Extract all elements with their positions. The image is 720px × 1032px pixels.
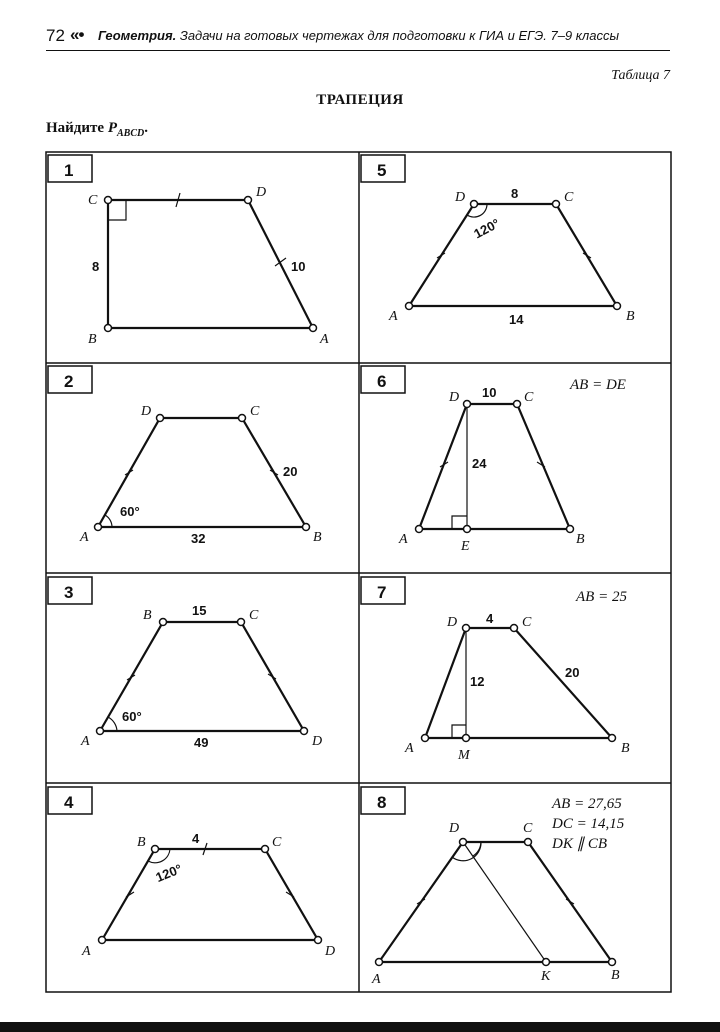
trapezoid-1 — [108, 200, 313, 328]
angle-value: 120° — [471, 215, 503, 242]
vertex-label: A — [82, 944, 91, 959]
side-value: 8 — [511, 186, 519, 201]
chapter-marker: «• — [70, 25, 84, 44]
vertex-label: B — [313, 530, 322, 545]
vertex-label: A — [405, 741, 414, 756]
page-number: 72 — [46, 26, 65, 45]
vertex-label: D — [256, 185, 267, 200]
panel-3-number: 3 — [64, 583, 74, 602]
side-value: 4 — [486, 611, 494, 626]
panel-2-figure — [79, 404, 322, 546]
angle-arc-3 — [108, 717, 117, 731]
side-value: 10 — [482, 385, 497, 400]
panel-8-figure — [371, 796, 625, 987]
condition-text: AB = 25 — [576, 589, 627, 605]
book-subtitle: Задачи на готовых чертежах для подготовки к ГИА и ЕГЭ. 7–9 классы — [179, 28, 620, 43]
side-value: 8 — [92, 259, 100, 274]
vertex-label: C — [272, 835, 282, 850]
side-value: 14 — [509, 312, 524, 327]
side-value: 4 — [192, 831, 200, 846]
condition-text: DC = 14,15 — [552, 816, 625, 832]
prompt-dot: . — [144, 120, 148, 136]
trapezoid-4 — [102, 849, 318, 940]
condition-text: AB = 27,65 — [552, 796, 622, 812]
bottom-edge-bar — [0, 1022, 720, 1032]
vertex-label: C — [523, 821, 533, 836]
vertex-label: D — [449, 821, 460, 836]
vertex-label: A — [399, 532, 408, 547]
angle-value: 120° — [153, 861, 185, 886]
side-value: 49 — [194, 735, 209, 750]
side-value: 15 — [192, 603, 207, 618]
prompt-var: P — [107, 120, 117, 136]
table-label: Таблица 7 — [611, 68, 670, 83]
panel-7-figure — [404, 589, 630, 763]
side-value: 20 — [565, 665, 580, 680]
vertex-label: A — [320, 332, 329, 347]
condition-text: AB = DE — [570, 377, 626, 393]
vertex-label: D — [447, 615, 458, 630]
prompt-sub: ABCD — [117, 128, 145, 139]
segment-dk — [463, 842, 546, 962]
vertex-label: D — [455, 190, 466, 205]
book-title-bold: Геометрия. — [98, 28, 177, 43]
vertex-label: M — [458, 748, 470, 763]
side-value: 20 — [283, 464, 298, 479]
vertex-label: D — [325, 944, 336, 959]
vertex-label: A — [81, 734, 90, 749]
vertex-label: B — [611, 968, 620, 983]
vertex-label: D — [141, 404, 152, 419]
vertex-label: A — [372, 972, 381, 987]
angle-value: 60° — [120, 504, 140, 519]
vertex-label: B — [88, 332, 97, 347]
vertex-label: C — [522, 615, 532, 630]
vertex-label: D — [312, 734, 323, 749]
panel-5-number: 5 — [377, 161, 387, 180]
trapezoid-8 — [379, 842, 612, 962]
panel-1-figure — [88, 185, 329, 347]
angle-value: 60° — [122, 709, 142, 724]
vertex-label: E — [461, 539, 470, 554]
angle-arc-2 — [105, 515, 112, 527]
vertex-label: A — [80, 530, 89, 545]
height-value: 24 — [472, 456, 487, 471]
vertex-label: B — [621, 741, 630, 756]
vertex-label: C — [249, 608, 259, 623]
page-title: ТРАПЕЦИЯ — [316, 92, 404, 108]
panel-5-figure — [388, 186, 635, 327]
condition-text: DK ∥ CB — [552, 836, 608, 852]
vertex-label: C — [88, 193, 98, 208]
panel-6-number: 6 — [377, 372, 387, 391]
vertex-label: C — [250, 404, 260, 419]
vertex-label: B — [576, 532, 585, 547]
vertex-label: C — [564, 190, 574, 205]
vertex-label: A — [389, 309, 398, 324]
vertex-label: C — [524, 390, 534, 405]
vertex-label: B — [626, 309, 635, 324]
panel-3-figure — [80, 603, 322, 750]
vertex-label: D — [449, 390, 460, 405]
panel-7-number: 7 — [377, 583, 387, 602]
side-value: 32 — [191, 531, 206, 546]
panel-4-figure — [81, 831, 335, 959]
vertex-label: B — [143, 608, 152, 623]
trapezoid-7 — [425, 628, 612, 738]
panel-8-number: 8 — [377, 793, 387, 812]
height-value: 12 — [470, 674, 485, 689]
panel-1-number: 1 — [64, 161, 74, 180]
vertex-label: B — [137, 835, 146, 850]
panel-4-number: 4 — [64, 793, 74, 812]
prompt-text: Найдите — [46, 120, 108, 136]
panel-6-figure — [398, 377, 626, 554]
vertex-label: K — [541, 969, 551, 984]
panel-2-number: 2 — [64, 372, 74, 391]
side-value: 10 — [291, 259, 306, 274]
